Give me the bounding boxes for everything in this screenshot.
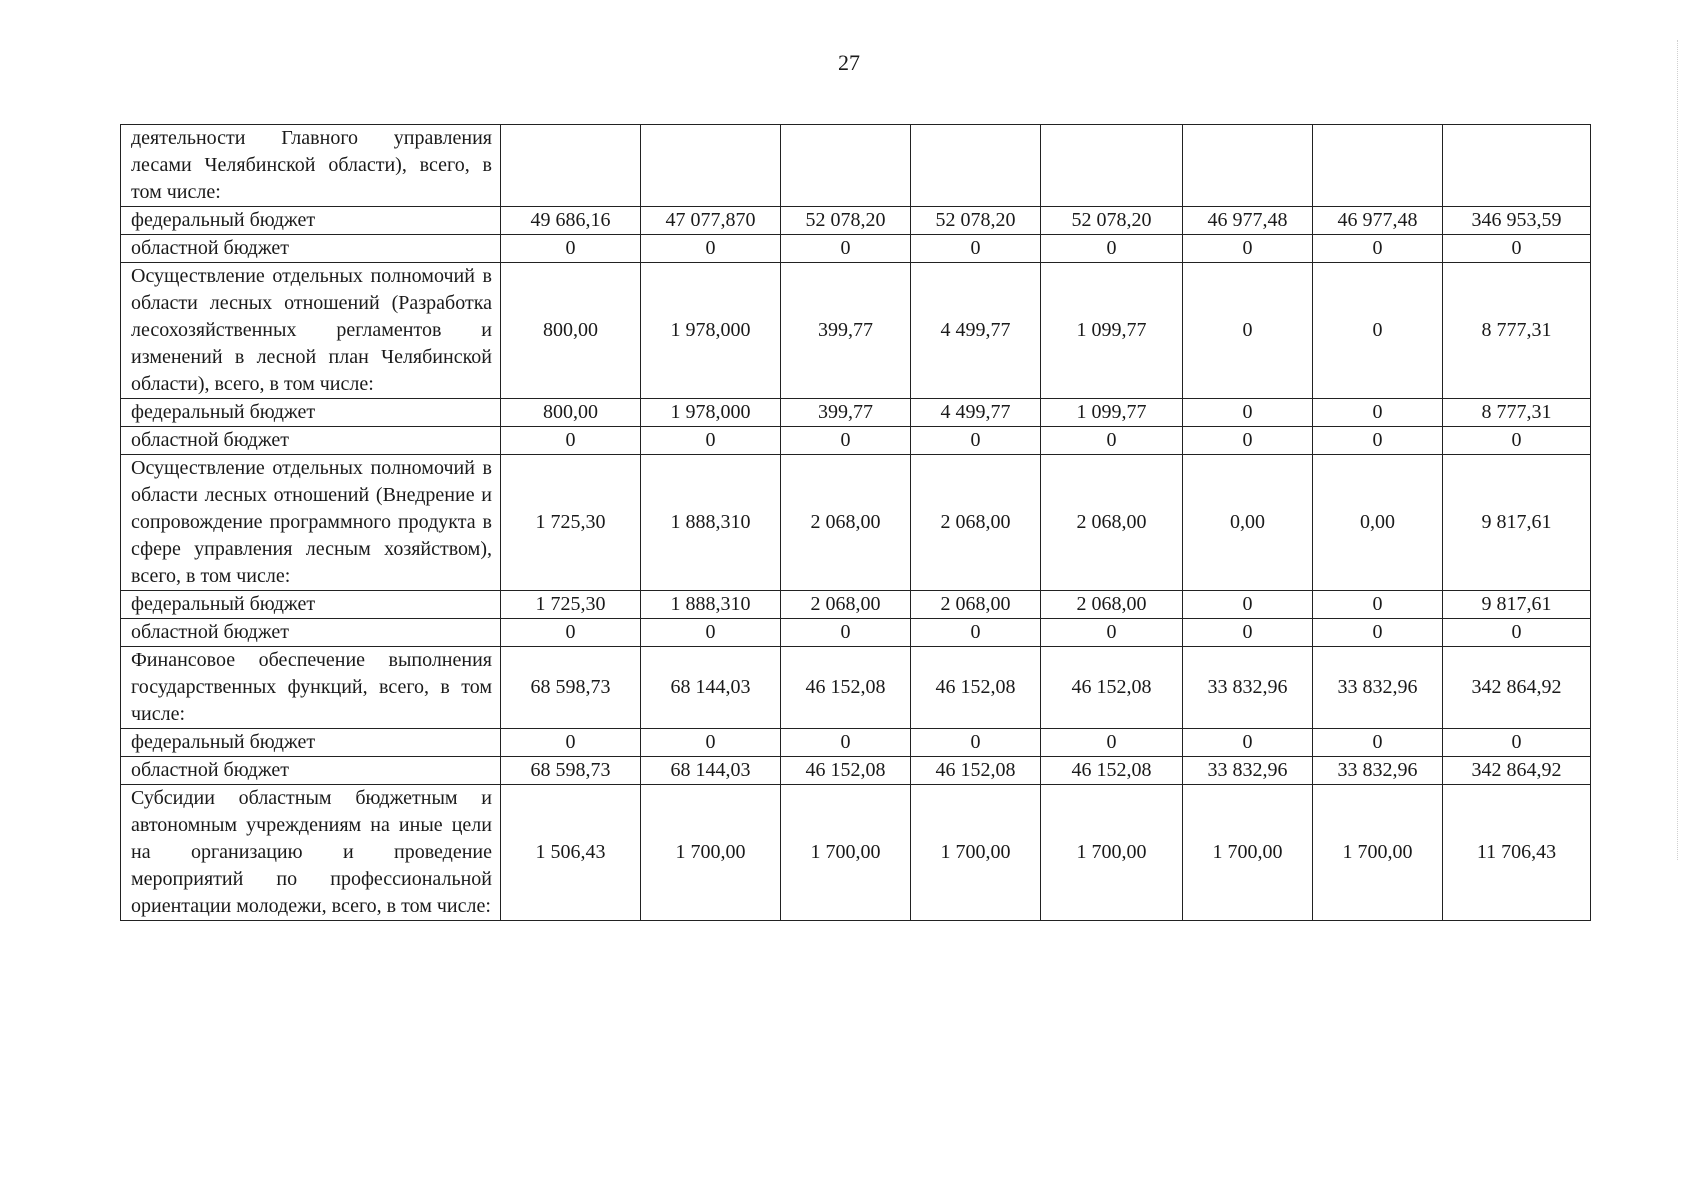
value-cell: 52 078,20 (781, 207, 911, 235)
value-cell: 800,00 (501, 399, 641, 427)
value-cell: 342 864,92 (1443, 647, 1591, 729)
value-cell: 0 (501, 235, 641, 263)
value-cell: 68 144,03 (641, 647, 781, 729)
row-label: областной бюджет (121, 235, 501, 263)
table-body (121, 125, 1591, 921)
table-row-budget-source (121, 427, 1591, 455)
value-cell: 46 152,08 (781, 757, 911, 785)
value-cell: 1 099,77 (1041, 399, 1183, 427)
value-cell: 1 978,000 (641, 399, 781, 427)
value-cell: 0 (781, 729, 911, 757)
value-cell: 2 068,00 (911, 455, 1041, 591)
value-cell: 46 977,48 (1183, 207, 1313, 235)
value-cell: 0,00 (1183, 455, 1313, 591)
table-row-budget-source (121, 207, 1591, 235)
value-cell: 0 (641, 427, 781, 455)
value-cell: 1 700,00 (911, 785, 1041, 921)
value-cell (1041, 125, 1183, 207)
value-cell: 33 832,96 (1313, 647, 1443, 729)
value-cell: 2 068,00 (781, 455, 911, 591)
value-cell: 52 078,20 (911, 207, 1041, 235)
value-cell: 0 (641, 235, 781, 263)
value-cell: 0 (501, 729, 641, 757)
scan-edge-artifact (1677, 40, 1680, 860)
value-cell: 0 (501, 427, 641, 455)
value-cell (1183, 125, 1313, 207)
row-label: областной бюджет (121, 427, 501, 455)
value-cell (501, 125, 641, 207)
value-cell: 0 (1041, 427, 1183, 455)
value-cell: 46 977,48 (1313, 207, 1443, 235)
value-cell: 33 832,96 (1183, 757, 1313, 785)
value-cell (641, 125, 781, 207)
row-label: федеральный бюджет (121, 729, 501, 757)
value-cell (911, 125, 1041, 207)
value-cell: 346 953,59 (1443, 207, 1591, 235)
value-cell: 0 (1041, 235, 1183, 263)
value-cell: 68 598,73 (501, 647, 641, 729)
value-cell: 0 (641, 619, 781, 647)
value-cell: 8 777,31 (1443, 263, 1591, 399)
value-cell: 0 (781, 427, 911, 455)
value-cell: 52 078,20 (1041, 207, 1183, 235)
table-row-program (121, 263, 1591, 399)
row-label: деятельности Главного управления лесами Челябинской области), всего, в том числе: (121, 125, 501, 207)
value-cell: 0 (1313, 399, 1443, 427)
value-cell: 46 152,08 (911, 757, 1041, 785)
value-cell: 2 068,00 (781, 591, 911, 619)
value-cell: 1 888,310 (641, 591, 781, 619)
value-cell: 0 (1183, 263, 1313, 399)
value-cell: 0 (1313, 729, 1443, 757)
value-cell: 33 832,96 (1313, 757, 1443, 785)
value-cell: 0,00 (1313, 455, 1443, 591)
value-cell: 0 (911, 427, 1041, 455)
value-cell: 1 700,00 (1041, 785, 1183, 921)
row-label: федеральный бюджет (121, 399, 501, 427)
value-cell: 1 506,43 (501, 785, 641, 921)
value-cell: 0 (1313, 235, 1443, 263)
value-cell: 8 777,31 (1443, 399, 1591, 427)
value-cell: 9 817,61 (1443, 455, 1591, 591)
table-row-budget-source (121, 399, 1591, 427)
value-cell: 0 (1183, 235, 1313, 263)
value-cell: 0 (1183, 427, 1313, 455)
row-label: областной бюджет (121, 619, 501, 647)
value-cell: 1 700,00 (1183, 785, 1313, 921)
row-label: Финансовое обеспечение выполнения государственных функций, всего, в том числе: (121, 647, 501, 729)
value-cell: 0 (1443, 729, 1591, 757)
table-row-program (121, 125, 1591, 207)
value-cell: 68 144,03 (641, 757, 781, 785)
value-cell: 11 706,43 (1443, 785, 1591, 921)
value-cell: 0 (1183, 591, 1313, 619)
value-cell: 0 (641, 729, 781, 757)
table-row-program (121, 455, 1591, 591)
value-cell: 49 686,16 (501, 207, 641, 235)
value-cell: 4 499,77 (911, 263, 1041, 399)
table-row-budget-source (121, 591, 1591, 619)
value-cell: 399,77 (781, 399, 911, 427)
value-cell: 0 (781, 619, 911, 647)
value-cell (781, 125, 911, 207)
value-cell: 4 499,77 (911, 399, 1041, 427)
value-cell: 1 888,310 (641, 455, 781, 591)
value-cell: 0 (1313, 263, 1443, 399)
value-cell: 0 (1443, 235, 1591, 263)
table-row-budget-source (121, 235, 1591, 263)
value-cell: 0 (1313, 427, 1443, 455)
value-cell: 0 (1183, 619, 1313, 647)
value-cell: 9 817,61 (1443, 591, 1591, 619)
value-cell: 46 152,08 (911, 647, 1041, 729)
value-cell (1443, 125, 1591, 207)
value-cell: 2 068,00 (911, 591, 1041, 619)
value-cell: 1 725,30 (501, 591, 641, 619)
value-cell: 0 (501, 619, 641, 647)
value-cell: 1 700,00 (781, 785, 911, 921)
table-row-program (121, 647, 1591, 729)
page-number: 27 (838, 50, 860, 75)
row-label: федеральный бюджет (121, 207, 501, 235)
row-label: Субсидии областным бюджетным и автономным учреждениям на иные цели на организацию и проведение мероприятий по профессиональной ориентации молодежи, всего, в том числе: (121, 785, 501, 921)
table-row-budget-source (121, 757, 1591, 785)
value-cell: 1 099,77 (1041, 263, 1183, 399)
value-cell: 1 700,00 (1313, 785, 1443, 921)
row-label: Осуществление отдельных полномочий в области лесных отношений (Разработка лесохозяйственных регламентов и изменений в лесной план Челябинской области), всего, в том числе: (121, 263, 501, 399)
table-row-budget-source (121, 619, 1591, 647)
value-cell: 0 (1183, 399, 1313, 427)
value-cell: 0 (1313, 619, 1443, 647)
value-cell: 0 (1313, 591, 1443, 619)
table-row-budget-source (121, 729, 1591, 757)
value-cell: 46 152,08 (1041, 757, 1183, 785)
value-cell: 0 (911, 235, 1041, 263)
value-cell: 0 (1443, 619, 1591, 647)
row-label: областной бюджет (121, 757, 501, 785)
value-cell: 2 068,00 (1041, 591, 1183, 619)
value-cell: 1 700,00 (641, 785, 781, 921)
value-cell: 342 864,92 (1443, 757, 1591, 785)
value-cell: 1 725,30 (501, 455, 641, 591)
value-cell: 46 152,08 (781, 647, 911, 729)
value-cell: 0 (911, 729, 1041, 757)
value-cell: 800,00 (501, 263, 641, 399)
value-cell: 399,77 (781, 263, 911, 399)
value-cell: 2 068,00 (1041, 455, 1183, 591)
value-cell: 0 (781, 235, 911, 263)
value-cell: 0 (911, 619, 1041, 647)
table-row-program (121, 785, 1591, 921)
value-cell: 0 (1443, 427, 1591, 455)
value-cell: 33 832,96 (1183, 647, 1313, 729)
value-cell: 1 978,000 (641, 263, 781, 399)
value-cell: 0 (1041, 619, 1183, 647)
value-cell: 0 (1041, 729, 1183, 757)
value-cell: 68 598,73 (501, 757, 641, 785)
row-label: Осуществление отдельных полномочий в области лесных отношений (Внедрение и сопровождение программного продукта в сфере управления лесным хозяйством), всего, в том числе: (121, 455, 501, 591)
value-cell: 46 152,08 (1041, 647, 1183, 729)
value-cell: 47 077,870 (641, 207, 781, 235)
value-cell: 0 (1183, 729, 1313, 757)
row-label: федеральный бюджет (121, 591, 501, 619)
budget-table (120, 124, 1591, 921)
value-cell (1313, 125, 1443, 207)
